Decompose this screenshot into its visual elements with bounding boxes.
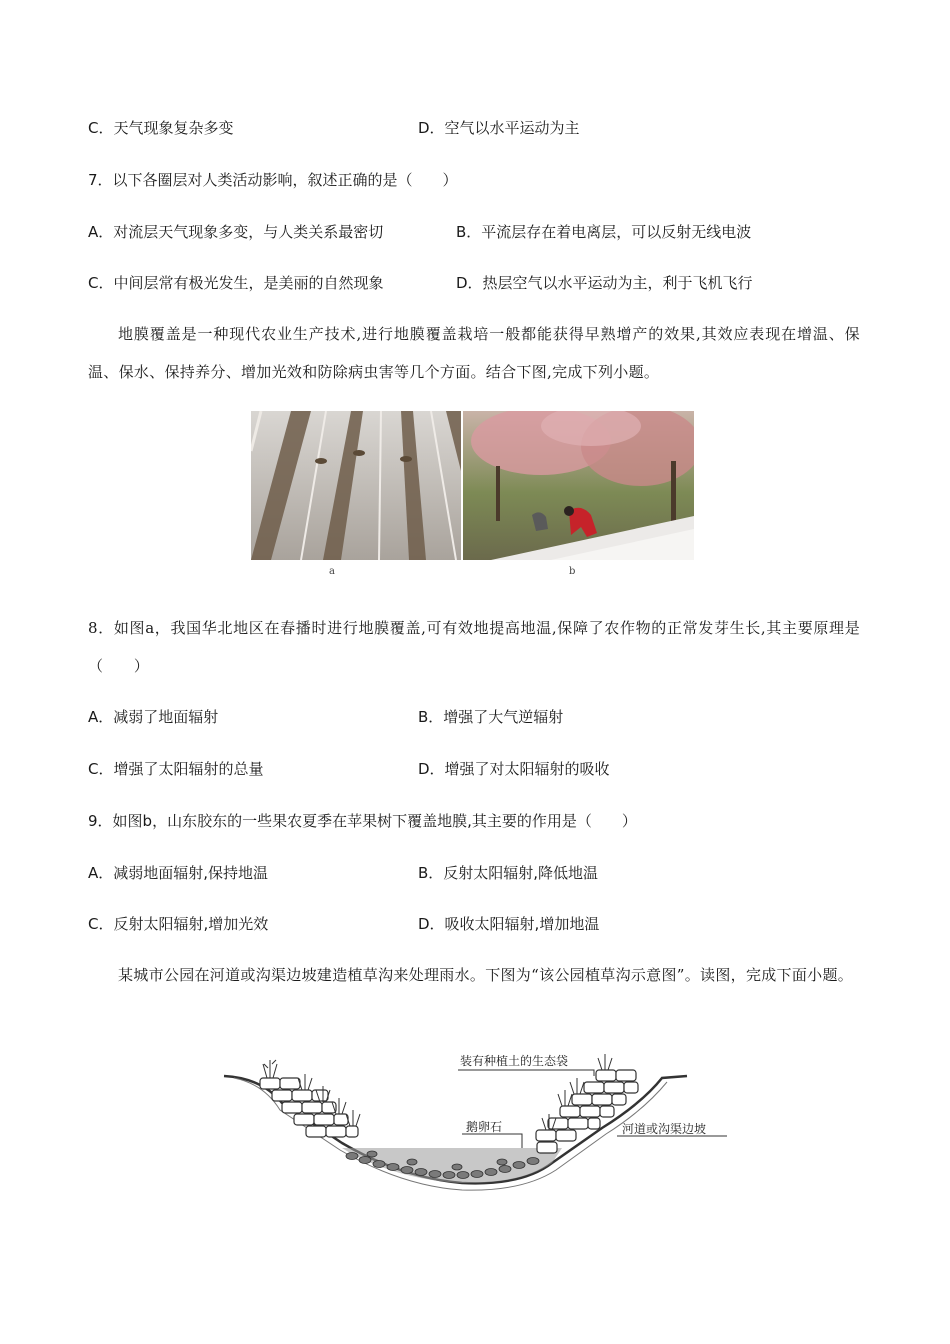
q8-option-b: B．增强了大气逆辐射 — [418, 708, 564, 726]
q7-option-d: D．热层空气以水平运动为主，利于飞机飞行 — [456, 274, 753, 292]
q9-stem: 9．如图b，山东胶东的一些果农夏季在苹果树下覆盖地膜,其主要的作用是（ ） — [88, 812, 637, 830]
label-slope: 河道或沟渠边坡 — [622, 1122, 707, 1136]
q7-option-c: C．中间层常有极光发生，是美丽的自然现象 — [88, 274, 384, 292]
q8-option-a: A．减弱了地面辐射 — [88, 708, 219, 726]
passage-mulch-film: 地膜覆盖是一种现代农业生产技术,进行地膜覆盖栽培一般都能获得早熟增产的效果,其效应表现在增温、保温、保水、保持养分、增加光效和防除病虫害等几个方面。结合下图,完成下列小题。 — [88, 325, 860, 381]
q6-option-c: C．天气现象复杂多变 — [88, 119, 234, 137]
q7-option-b: B．平流层存在着电离层，可以反射无线电波 — [456, 223, 752, 241]
q8-option-d: D．增强了对太阳辐射的吸收 — [418, 760, 610, 778]
q7-option-a: A．对流层天气现象多变，与人类关系最密切 — [88, 223, 384, 241]
q9-option-a: A．减弱地面辐射,保持地温 — [88, 864, 269, 882]
figure-mulch-photos-svg — [251, 411, 694, 560]
label-pebble: 鹅卵石 — [466, 1120, 503, 1134]
passage-grass-swale: 某城市公园在河道或沟渠边坡建造植草沟来处理雨水。下图为“该公园植草沟示意图”。读图，完成下面小题。 — [118, 966, 854, 984]
q9-option-b: B．反射太阳辐射,降低地温 — [418, 864, 599, 882]
figure-mulch-photos — [251, 411, 694, 560]
photo-b — [463, 411, 694, 560]
photo-a — [251, 411, 461, 560]
caption-b: b — [569, 566, 576, 577]
caption-a: a — [329, 566, 335, 577]
q9-option-d: D．吸收太阳辐射,增加地温 — [418, 915, 600, 933]
label-eco-bag: 装有种植土的生态袋 — [460, 1054, 569, 1068]
q8-stem: 8．如图a，我国华北地区在春播时进行地膜覆盖,可有效地提高地温,保障了农作物的正常发芽生长,其主要原理是（ ） — [88, 619, 860, 675]
q8-option-c: C．增强了太阳辐射的总量 — [88, 760, 264, 778]
q6-option-d: D．空气以水平运动为主 — [418, 119, 580, 137]
q9-option-c: C．反射太阳辐射,增加光效 — [88, 915, 269, 933]
q7-stem: 7．以下各圈层对人类活动影响，叙述正确的是（ ） — [88, 171, 458, 189]
figure-grass-swale — [222, 1048, 732, 1198]
